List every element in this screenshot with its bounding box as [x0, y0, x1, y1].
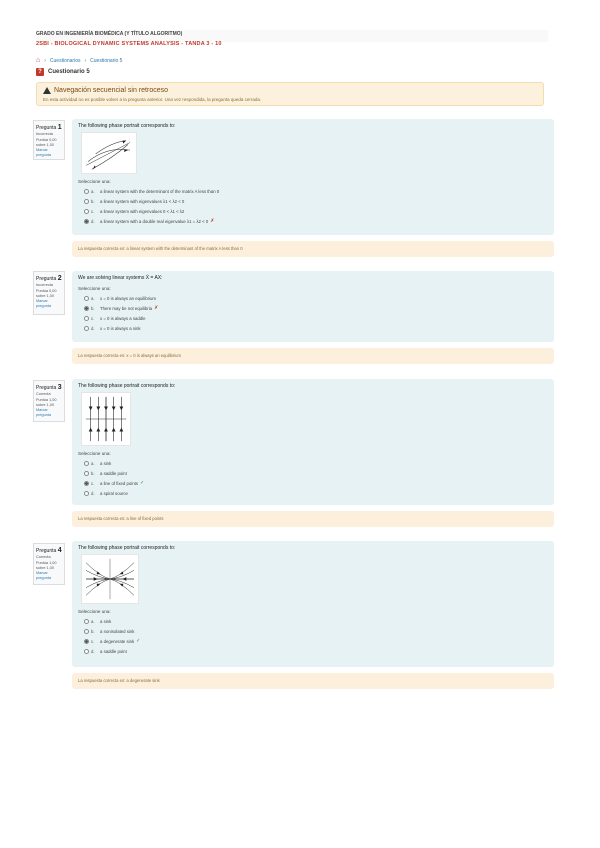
- university-name: GRADO EN INGENIERÍA BIOMÉDICA (Y TÍTULO ALGORITMO): [36, 31, 183, 37]
- answer-option[interactable]: b. a nonisolated sink: [78, 626, 548, 636]
- question-box: [72, 271, 554, 342]
- alert-text: En esta actividad no es posible volver a la pregunta anterior. Una vez respondida, la pregunta queda cerrada.: [43, 97, 262, 102]
- radio-button[interactable]: [84, 481, 89, 486]
- breadcrumb-item-cuestionarios[interactable]: Cuestionarios: [49, 57, 81, 64]
- correct-icon: ✓: [136, 638, 141, 644]
- home-icon[interactable]: ⌂: [36, 57, 41, 64]
- question-score: Puntúa 0,00 sobre 1,00: [36, 137, 57, 147]
- course-title[interactable]: 2SBI - BIOLOGICAL DYNAMIC SYSTEMS ANALYSIS - TANDA 3 - 10: [36, 41, 222, 47]
- radio-button[interactable]: [84, 199, 89, 204]
- correct-icon: ✓: [139, 480, 145, 486]
- question-status: Incorrecta: [36, 132, 53, 137]
- question-number: Pregunta 2: [36, 275, 62, 282]
- breadcrumb: [36, 57, 122, 64]
- question-status: Correcta: [36, 555, 51, 560]
- answer-option[interactable]: b. a saddle point: [78, 468, 548, 478]
- answer-option[interactable]: c. a line of fixed points ✓: [78, 478, 548, 488]
- question-box: [72, 119, 554, 235]
- question-number: Pregunta 4: [36, 547, 62, 554]
- answer-option[interactable]: d. a saddle point: [78, 646, 548, 656]
- flag-question-link[interactable]: Marcar pregunta: [36, 298, 51, 308]
- flag-question-link[interactable]: Marcar pregunta: [36, 570, 51, 580]
- answer-list: [78, 458, 548, 498]
- radio-button[interactable]: [84, 316, 89, 321]
- feedback-box: La respuesta correcta es: a line of fixed points: [72, 511, 554, 527]
- answer-option[interactable]: a. x = 0 is always an equilibrium: [78, 293, 548, 303]
- question-status: Correcta: [36, 392, 51, 397]
- question-score: Puntúa 0,00 sobre 1,00: [36, 288, 57, 298]
- question-status: Incorrecta: [36, 283, 53, 288]
- answer-option[interactable]: a. a linear system with the determinant of the matrix A less than 0: [78, 186, 548, 196]
- question-info: [33, 271, 65, 315]
- select-one-label: Seleccione una:: [78, 286, 111, 291]
- phase-portrait-image: [81, 554, 139, 604]
- flag-question-link[interactable]: Marcar pregunta: [36, 407, 51, 417]
- radio-button[interactable]: [84, 219, 89, 224]
- answer-option[interactable]: d. a spiral source: [78, 488, 548, 498]
- answer-option[interactable]: c. a degenerate sink ✓: [78, 636, 548, 646]
- feedback-box: La respuesta correcta es: a degenerate sink: [72, 673, 554, 689]
- answer-list: [78, 616, 548, 656]
- breadcrumb-item-cuestionario[interactable]: Cuestionario 5: [90, 57, 123, 64]
- answer-option[interactable]: d. a linear system with a double real eigenvalue λ1 = λ2 < 0 ✗: [78, 216, 548, 226]
- answer-option[interactable]: a. a sink: [78, 458, 548, 468]
- alert-title: [43, 87, 537, 94]
- feedback-box: La respuesta correcta es: x = 0 is always an equilibrium: [72, 348, 554, 364]
- radio-button[interactable]: [84, 649, 89, 654]
- radio-button[interactable]: [84, 296, 89, 301]
- radio-button[interactable]: [84, 629, 89, 634]
- question-text: We are solving linear systems Ẋ = AX:: [78, 275, 163, 281]
- radio-button[interactable]: [84, 471, 89, 476]
- answer-option[interactable]: a. a sink: [78, 616, 548, 626]
- question-text: The following phase portrait corresponds to:: [78, 545, 176, 551]
- radio-button[interactable]: [84, 326, 89, 331]
- radio-button[interactable]: [84, 189, 89, 194]
- radio-button[interactable]: [84, 619, 89, 624]
- quiz-icon: ?: [36, 68, 44, 76]
- sequential-navigation-alert: [36, 82, 544, 106]
- page-title: [36, 68, 90, 76]
- radio-button[interactable]: [84, 209, 89, 214]
- incorrect-icon: ✗: [210, 218, 215, 224]
- question-text: The following phase portrait corresponds to:: [78, 383, 176, 389]
- feedback-box: La respuesta correcta es: a linear system with the determinant of the matrix A less than 0: [72, 241, 554, 257]
- phase-portrait-image: [81, 392, 131, 446]
- question-box: [72, 379, 554, 505]
- incorrect-icon: ✗: [154, 305, 159, 311]
- question-score: Puntúa 1,00 sobre 1,00: [36, 560, 57, 570]
- select-one-label: Seleccione una:: [78, 179, 111, 184]
- answer-option[interactable]: b. There may be not equilibria ✗: [78, 303, 548, 313]
- breadcrumb-separator: ›: [44, 57, 46, 64]
- radio-button[interactable]: [84, 306, 89, 311]
- radio-button[interactable]: [84, 461, 89, 466]
- question-info: [33, 543, 65, 585]
- select-one-label: Seleccione una:: [78, 609, 111, 614]
- phase-portrait-image: [81, 132, 137, 174]
- radio-button[interactable]: [84, 639, 89, 644]
- select-one-label: Seleccione una:: [78, 451, 111, 456]
- question-text: The following phase portrait corresponds to:: [78, 123, 176, 129]
- question-score: Puntúa 1,00 sobre 1,00: [36, 397, 57, 407]
- answer-option[interactable]: c. a linear system with eigenvalues 0 < λ1 < λ2: [78, 206, 548, 216]
- answer-list: [78, 293, 548, 333]
- breadcrumb-separator: ›: [84, 57, 87, 64]
- radio-button[interactable]: [84, 491, 89, 496]
- question-box: [72, 541, 554, 667]
- answer-list: [78, 186, 548, 226]
- question-info: [33, 380, 65, 422]
- warning-icon: [43, 87, 51, 94]
- question-number: Pregunta 1: [36, 124, 62, 131]
- question-number: Pregunta 3: [36, 384, 62, 391]
- answer-option[interactable]: d. x = 0 is always a sink: [78, 323, 548, 333]
- answer-option[interactable]: b. a linear system with eigenvalues λ1 < λ2 < 0: [78, 196, 548, 206]
- answer-option[interactable]: c. x = 0 is always a saddle: [78, 313, 548, 323]
- question-info: [33, 120, 65, 160]
- alert-title-text: Navegación secuencial sin retroceso: [54, 87, 169, 94]
- page-title-text: Cuestionario 5: [48, 69, 90, 75]
- flag-question-link[interactable]: Marcar pregunta: [36, 147, 51, 157]
